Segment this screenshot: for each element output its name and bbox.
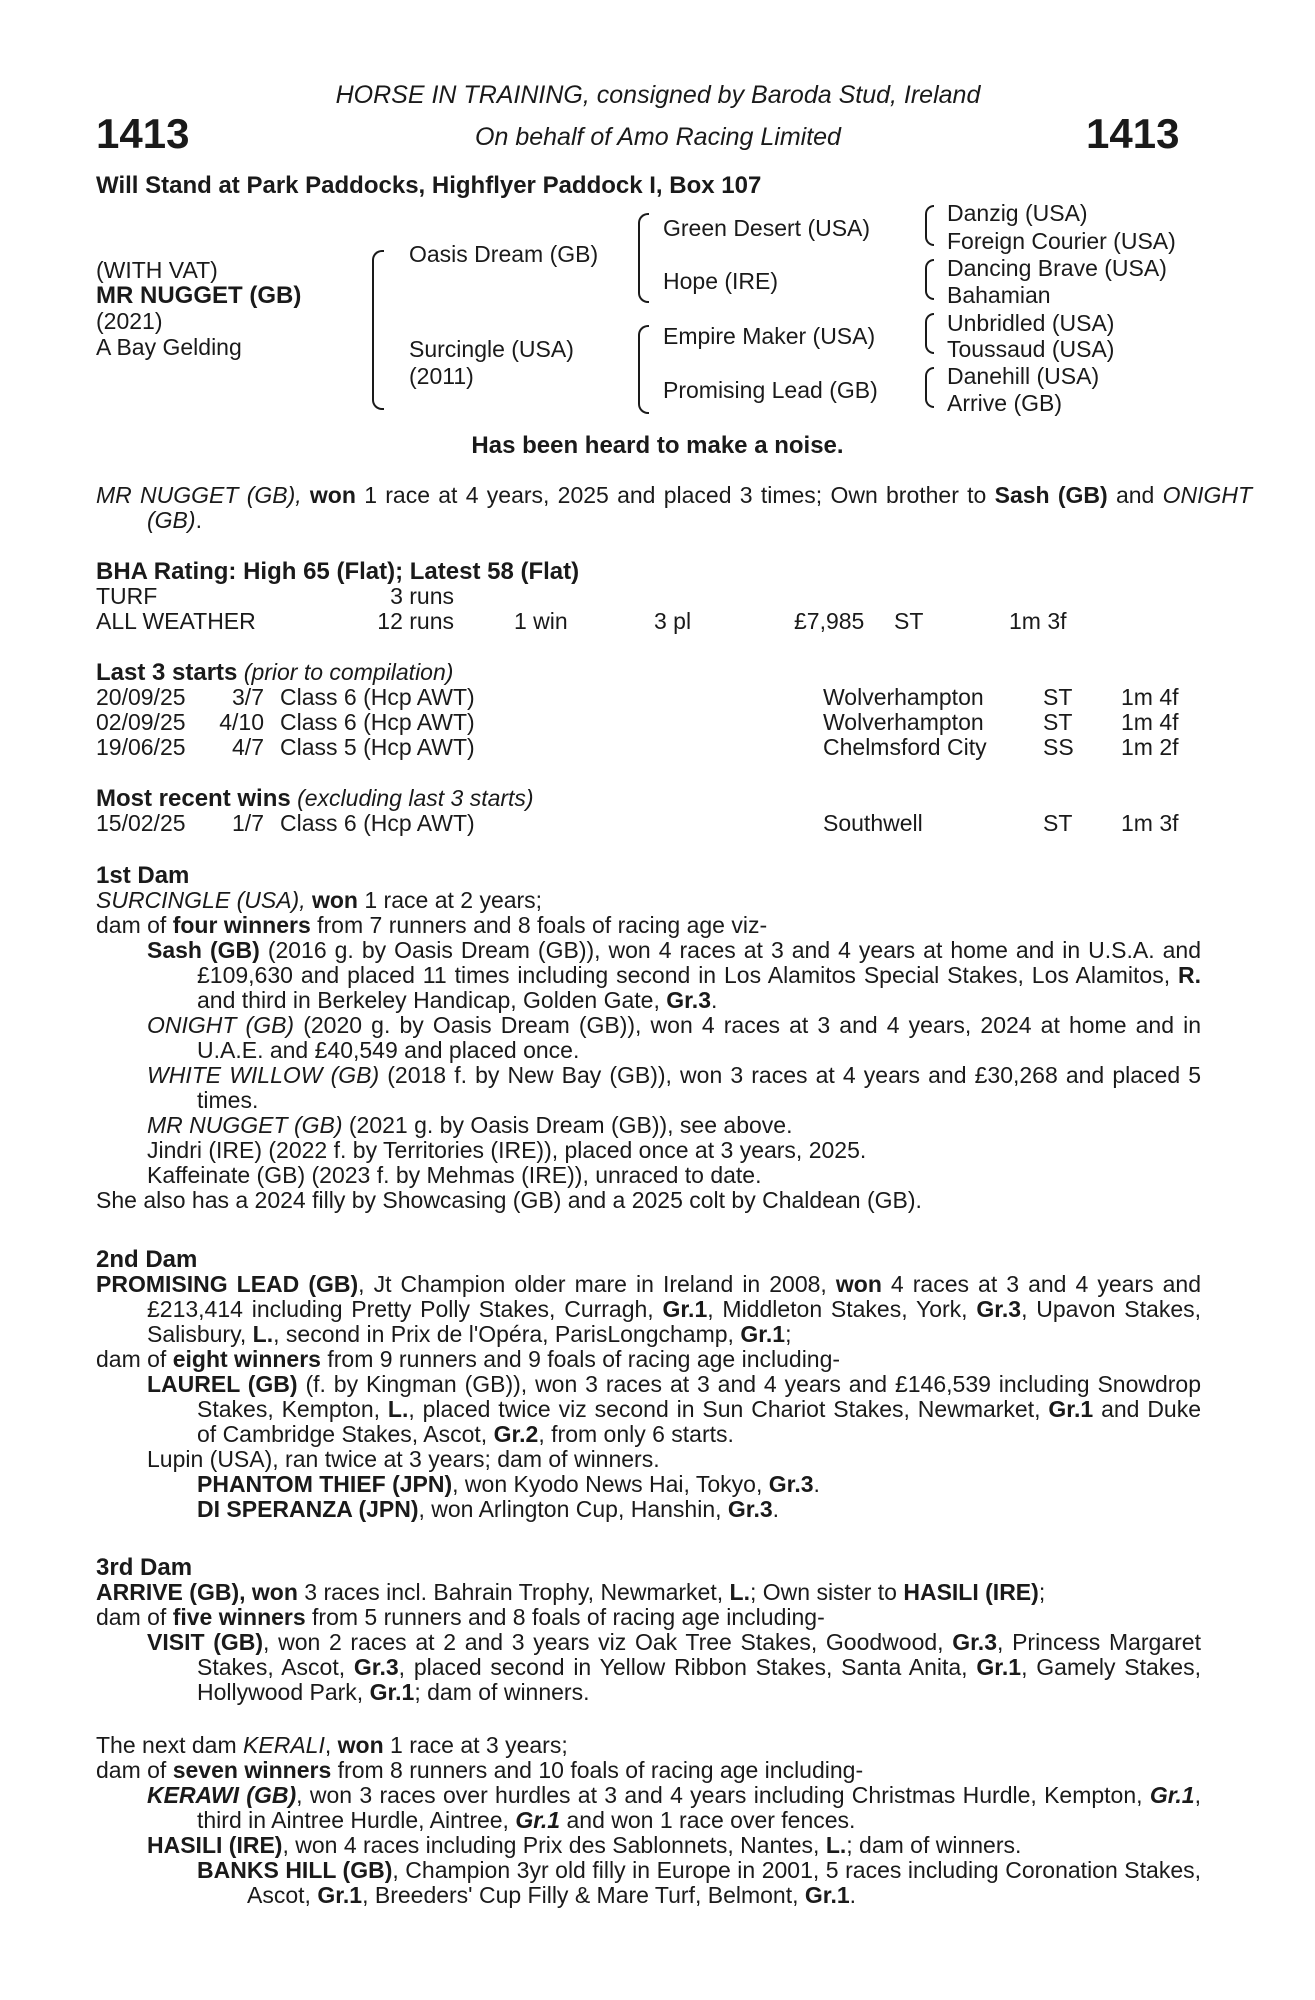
behalf-line: On behalf of Amo Racing Limited (475, 123, 841, 151)
rating-surface: ALL WEATHER (96, 608, 256, 634)
first-dam-produce-line (96, 913, 1201, 938)
start-date: 19/06/25 (96, 734, 186, 760)
listed: L. (825, 1832, 847, 1858)
lot-number-right: 1413 (1086, 110, 1180, 157)
consignor-line: HORSE IN TRAINING, consigned by Baroda Stud, Ireland (335, 81, 981, 109)
grade-1: Gr.1 (317, 1882, 363, 1908)
di-speranza-record: , won Arlington Cup, Hanshin, (418, 1496, 722, 1522)
next-dam-record (96, 1733, 1201, 1758)
grandproduce-phantom-thief (96, 1472, 1201, 1497)
kerawi-record-2: , third in Aintree Hurdle, Aintree, (197, 1782, 1201, 1833)
location-line: Will Stand at Park Paddocks, Highflyer Paddock I, Box 107 (96, 172, 762, 199)
dam-of: dam of (96, 1346, 167, 1372)
produce-laurel (96, 1372, 1201, 1447)
second-dam-produce-line (96, 1347, 1201, 1372)
last-starts-title: Last 3 starts (96, 659, 238, 686)
brace-gen1 (372, 250, 384, 410)
produce-record: from 7 runners and 8 foals of racing age viz- (317, 912, 768, 938)
white-willow-record: (2018 f. by New Bay (GB)), won 3 races at 4 years and £30,268 and placed 5 times. (197, 1062, 1202, 1113)
win-distance: 1m 3f (1121, 810, 1179, 836)
period: . (849, 1882, 857, 1908)
dam-dam: Promising Lead (GB) (663, 377, 878, 403)
brace-ss (925, 205, 934, 246)
win-position: 1/7 (232, 810, 264, 836)
next-dam-produce-line (96, 1758, 1201, 1783)
onight-name: ONIGHT (GB) (147, 1012, 295, 1038)
gen3-2: Foreign Courier (USA) (947, 228, 1176, 254)
sire-sire: Green Desert (USA) (663, 215, 871, 241)
recent-wins-heading (96, 786, 1201, 811)
produce-visit (96, 1630, 1201, 1705)
produce-white-willow (96, 1063, 1201, 1113)
third-dam-sister: HASILI (IRE) (903, 1579, 1039, 1605)
vat-label: (WITH VAT) (96, 257, 218, 283)
first-dam-also: She also has a 2024 filly by Showcasing (GB) and a 2025 colt by Chaldean (GB). (96, 1187, 922, 1213)
visit-record-3: , placed second in Yellow Ribbon Stakes, Santa Anita, (398, 1654, 968, 1680)
banks-hill-name: BANKS HILL (GB) (197, 1857, 393, 1883)
win-race: Class 6 (Hcp AWT) (280, 810, 475, 836)
winners-count: five winners (172, 1604, 306, 1630)
start-going: ST (1043, 709, 1073, 735)
gen3-5: Unbridled (USA) (947, 310, 1115, 336)
win-course: Southwell (823, 810, 923, 836)
summary-paragraph (96, 483, 1252, 533)
produce-kaffeinate: Kaffeinate (GB) (2023 f. by Mehmas (IRE)), unraced to date. (147, 1162, 762, 1188)
grade-3: Gr.3 (976, 1296, 1022, 1322)
start-position: 3/7 (232, 684, 264, 710)
period: . (813, 1471, 820, 1497)
produce-hasili (96, 1833, 1201, 1858)
second-dam-text-5: , second in Prix de l'Opéra, ParisLongchamp, (273, 1321, 734, 1347)
start-course: Wolverhampton (823, 709, 984, 735)
rating-dist: 1m 3f (1009, 608, 1067, 634)
first-dam-section (96, 863, 1201, 1213)
gen3-4: Bahamian (947, 282, 1051, 308)
third-dam-text-1: 3 races incl. Bahrain Trophy, Newmarket, (304, 1579, 724, 1605)
second-dam-text-3: , Middleton Stakes, York, (707, 1296, 968, 1322)
start-date: 20/09/25 (96, 684, 186, 710)
brace-sire (638, 213, 649, 303)
first-dam-title: 1st Dam (96, 862, 190, 889)
start-date: 02/09/25 (96, 709, 186, 735)
rating-wins: 1 win (514, 608, 568, 634)
next-dam-text: 1 race at 3 years; (390, 1732, 568, 1758)
second-dam-text-1: , Jt Champion older mare in Ireland in 2008, (358, 1271, 827, 1297)
grade-1: Gr.1 (1048, 1396, 1094, 1422)
horse-description: A Bay Gelding (96, 334, 242, 360)
first-dam-record: 1 race at 2 years; (364, 887, 543, 913)
third-dam-won: won (251, 1579, 298, 1605)
third-dam-produce-line (96, 1605, 1201, 1630)
horse-year: (2021) (96, 308, 163, 334)
visit-name: VISIT (GB) (147, 1629, 264, 1655)
grade-1: Gr.1 (740, 1321, 786, 1347)
last-starts-section (96, 660, 1201, 760)
visit-record-2: , Princess Margaret Stakes, Ascot, (197, 1629, 1201, 1680)
grade-1: Gr.1 (1149, 1782, 1195, 1808)
start-going: ST (1043, 684, 1073, 710)
dam-name: Surcingle (USA) (409, 336, 574, 362)
last-starts-table (96, 685, 1179, 760)
produce-sash (96, 938, 1201, 1013)
listed: L. (729, 1579, 750, 1605)
third-dam-record (96, 1580, 1201, 1605)
horse-name: MR NUGGET (GB) (96, 282, 302, 309)
banks-hill-record-2: , Breeders' Cup Filly & Mare Turf, Belmont, (362, 1882, 799, 1908)
brace-dd (925, 367, 934, 408)
white-willow-name: WHITE WILLOW (GB) (147, 1062, 380, 1088)
comma: , (324, 1732, 332, 1758)
rating-section (96, 559, 1201, 634)
kerawi-name: KERAWI (GB) (147, 1782, 297, 1808)
dam-of: dam of (96, 1604, 167, 1630)
produce-jindri: Jindri (IRE) (2022 f. by Territories (IRE)), placed once at 3 years, 2025. (147, 1137, 867, 1163)
start-distance: 1m 4f (1121, 709, 1179, 735)
start-race: Class 5 (Hcp AWT) (280, 734, 475, 760)
mr-nugget-name: MR NUGGET (GB) (147, 1112, 343, 1138)
second-dam-record (96, 1272, 1201, 1347)
summary-and: and (1115, 482, 1155, 508)
produce-lupin: Lupin (USA), ran twice at 3 years; dam of winners. (147, 1446, 660, 1472)
summary-horse-name: MR NUGGET (GB), (96, 482, 302, 508)
summary-end: . (195, 507, 202, 533)
table-row (96, 584, 1067, 609)
first-dam-won: won (311, 887, 358, 913)
sash-record: (2016 g. by Oasis Dream (GB)), won 4 races at 3 and 4 years at home and in U.S.A. and £109,630 and placed 11 times including second in Los Alamitos Special Stakes, Los Alamitos, (197, 937, 1201, 988)
laurel-record-4: , from only 6 starts. (538, 1421, 734, 1447)
rating-placed: 3 pl (654, 608, 692, 634)
third-dam-text-3: ; (1038, 1579, 1046, 1605)
second-dam-name: PROMISING LEAD (GB) (96, 1271, 359, 1297)
summary-sibling-sash: Sash (GB) (994, 482, 1108, 508)
grade-2: Gr.2 (493, 1421, 539, 1447)
summary-won: won (309, 482, 356, 508)
summary-sibling-onight: ONIGHT (GB) (147, 482, 1253, 533)
period: . (772, 1496, 780, 1522)
produce-onight (96, 1013, 1201, 1063)
rating-going: ST (894, 608, 924, 634)
winners-count: eight winners (172, 1346, 321, 1372)
next-dam-section (96, 1733, 1201, 1908)
grade-1: Gr.1 (369, 1679, 415, 1705)
onight-record: (2020 g. by Oasis Dream (GB)), won 4 races at 3 and 4 years, 2024 at home and in U.A.E. and £40,549 and placed once. (197, 1012, 1201, 1063)
last-starts-note: (prior to compilation) (243, 659, 454, 685)
table-row (96, 811, 1179, 836)
win-going: ST (1043, 810, 1073, 836)
hasili-record-2: ; dam of winners. (846, 1832, 1022, 1858)
laurel-record-3: and Duke of Cambridge Stakes, Ascot, (197, 1396, 1202, 1447)
next-dam-won: won (337, 1732, 384, 1758)
winners-count: four winners (172, 912, 311, 938)
rating-surface: TURF (96, 583, 158, 609)
second-dam-text-4: , Upavon Stakes, Salisbury, (147, 1296, 1202, 1347)
gen3-7: Danehill (USA) (947, 363, 1100, 389)
third-dam-name: ARRIVE (GB), (96, 1579, 246, 1605)
third-dam-text-2: ; Own sister to (749, 1579, 897, 1605)
second-dam-text-6: ; (785, 1321, 792, 1347)
grade-1: Gr.1 (515, 1807, 561, 1833)
summary-text: 1 race at 4 years, 2025 and placed 3 times; Own brother to (364, 482, 987, 508)
produce-record: from 8 runners and 10 foals of racing age including- (337, 1757, 864, 1783)
recent-wins-table (96, 811, 1179, 836)
phantom-thief-name: PHANTOM THIEF (JPN) (197, 1471, 453, 1497)
gen3-6: Toussaud (USA) (947, 336, 1115, 362)
table-row (96, 685, 1179, 710)
kerawi-record-3: and won 1 race over fences. (566, 1807, 856, 1833)
brace-sd (925, 259, 934, 300)
start-position: 4/10 (219, 709, 264, 735)
visit-record-4: , Gamely Stakes, Hollywood Park, (197, 1654, 1201, 1705)
produce-mr-nugget (96, 1113, 1201, 1138)
produce-kerawi (96, 1783, 1201, 1833)
table-row (96, 735, 1179, 760)
next-dam-label: The next dam (96, 1732, 237, 1758)
sash-name: Sash (GB) (147, 937, 260, 963)
recent-wins-note: (excluding last 3 starts) (297, 785, 534, 811)
start-position: 4/7 (232, 734, 264, 760)
third-dam-section (96, 1555, 1201, 1705)
start-distance: 1m 4f (1121, 684, 1179, 710)
grade-3: Gr.3 (727, 1496, 773, 1522)
visit-record-1: , won 2 races at 2 and 3 years viz Oak Tree Stakes, Goodwood, (263, 1629, 944, 1655)
kerawi-record-1: , won 3 races over hurdles at 3 and 4 years including Christmas Hurdle, Kempton, (296, 1782, 1143, 1808)
visit-record-5: ; dam of winners. (414, 1679, 590, 1705)
grade-1: Gr.1 (662, 1296, 708, 1322)
grandproduce-banks-hill (96, 1858, 1201, 1908)
sash-r: R. (1178, 962, 1201, 988)
dam-sire: Empire Maker (USA) (663, 323, 876, 349)
third-dam-title: 3rd Dam (96, 1554, 193, 1581)
gen3-1: Danzig (USA) (947, 200, 1088, 226)
win-date: 15/02/25 (96, 810, 186, 836)
gen3-3: Dancing Brave (USA) (947, 255, 1167, 281)
hasili-record-1: , won 4 races including Prix des Sablonnets, Nantes, (282, 1832, 820, 1858)
grade-1: Gr.1 (804, 1882, 850, 1908)
sash-grade: Gr.3 (666, 987, 711, 1013)
produce-record: from 5 runners and 8 foals of racing age including- (312, 1604, 825, 1630)
second-dam-section (96, 1247, 1201, 1522)
start-race: Class 6 (Hcp AWT) (280, 684, 475, 710)
grade-1: Gr.1 (976, 1654, 1022, 1680)
listed: L. (387, 1396, 409, 1422)
sash-record-2: and third in Berkeley Handicap, Golden Gate, (197, 987, 660, 1013)
second-dam-won: won (835, 1271, 882, 1297)
next-dam-name: KERALI (243, 1732, 325, 1758)
second-dam-title: 2nd Dam (96, 1246, 198, 1273)
noise-notice: Has been heard to make a noise. (471, 432, 844, 459)
brace-dam (638, 325, 649, 414)
rating-table (96, 584, 1067, 634)
start-going: SS (1043, 734, 1074, 760)
rating-runs: 12 runs (377, 608, 454, 634)
lot-number-left: 1413 (96, 110, 190, 157)
second-dam-text-2: 4 races at 3 and 4 years and £213,414 including Pretty Polly Stakes, Curragh, (147, 1271, 1202, 1322)
laurel-name: LAUREL (GB) (147, 1371, 298, 1397)
grade-3: Gr.3 (768, 1471, 814, 1497)
table-row (96, 609, 1067, 634)
start-course: Chelmsford City (823, 734, 987, 760)
rating-prize: £7,985 (794, 608, 865, 634)
dam-year: (2011) (409, 363, 474, 389)
mr-nugget-record: (2021 g. by Oasis Dream (GB)), see above. (348, 1112, 793, 1138)
dam-of: dam of (96, 912, 167, 938)
grade-3: Gr.3 (952, 1629, 997, 1655)
sire-dam: Hope (IRE) (663, 268, 779, 294)
dam-of: dam of (96, 1757, 167, 1783)
recent-wins-section (96, 786, 1201, 836)
rating-title: BHA Rating: High 65 (Flat); Latest 58 (Flat) (96, 558, 580, 585)
banks-hill-record-1: , Champion 3yr old filly in Europe in 2001, 5 races including Coronation Stakes, Ascot, (247, 1857, 1201, 1908)
first-dam-name: SURCINGLE (USA), (96, 887, 306, 913)
last-starts-heading (96, 660, 1201, 685)
grandproduce-di-speranza (96, 1497, 1201, 1522)
phantom-thief-record: , won Kyodo News Hai, Tokyo, (452, 1471, 763, 1497)
recent-wins-title: Most recent wins (96, 785, 291, 812)
hasili-name: HASILI (IRE) (147, 1832, 283, 1858)
first-dam-line (96, 888, 1201, 913)
start-course: Wolverhampton (823, 684, 984, 710)
rating-going-dist (894, 609, 1067, 634)
gen3-8: Arrive (GB) (947, 390, 1062, 416)
produce-record: from 9 runners and 9 foals of racing age including- (327, 1346, 841, 1372)
sash-end: . (711, 987, 718, 1013)
di-speranza-name: DI SPERANZA (JPN) (197, 1496, 419, 1522)
winners-count: seven winners (172, 1757, 332, 1783)
sire-name: Oasis Dream (GB) (409, 241, 599, 267)
table-row (96, 710, 1179, 735)
start-distance: 1m 2f (1121, 734, 1179, 760)
laurel-record-2: , placed twice viz second in Sun Chariot Stakes, Newmarket, (408, 1396, 1041, 1422)
brace-ds (925, 313, 934, 354)
laurel-record-1: (f. by Kingman (GB)), won 3 races at 3 and 4 years and £146,539 including Snowdrop Stakes, Kempton, (197, 1371, 1202, 1422)
listed: L. (252, 1321, 274, 1347)
grade-3: Gr.3 (353, 1654, 399, 1680)
rating-runs: 3 runs (390, 583, 454, 609)
start-race: Class 6 (Hcp AWT) (280, 709, 475, 735)
